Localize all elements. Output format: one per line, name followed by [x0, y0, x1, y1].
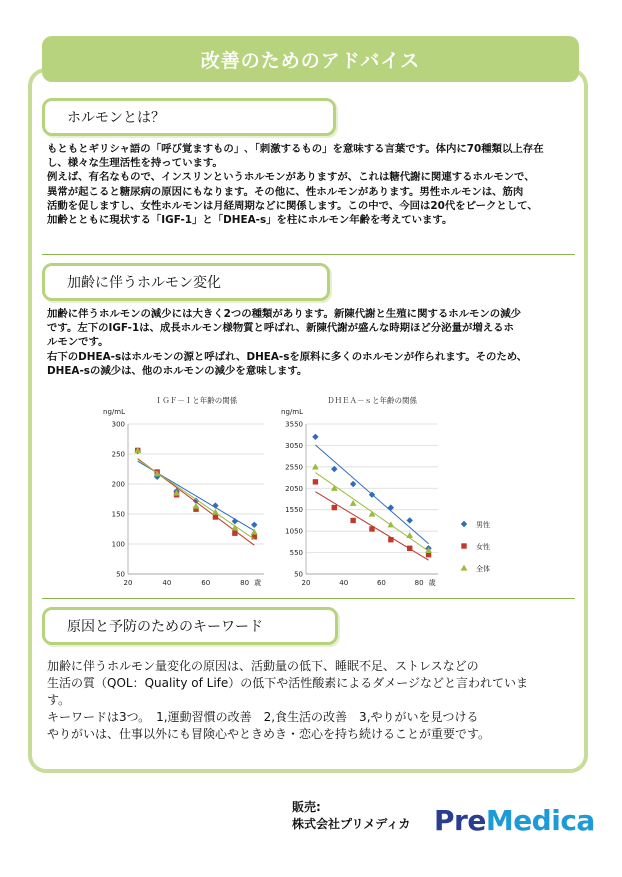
y-tick-label: 1050 [285, 527, 303, 536]
legend-marker-male [461, 521, 467, 527]
text-line: 活動を促しますし、女性ホルモンは月経周期などに関係します。この中で、今回は20代をピークとして、 [47, 199, 538, 212]
data-point-male [212, 502, 218, 508]
legend-label-female: 女性 [476, 543, 490, 551]
y-unit-label: ng/mL [103, 408, 125, 416]
y-tick-label: 1550 [285, 506, 303, 515]
text-line: です。左下のIGF-1は、成長ホルモン様物質と呼ばれ、新陳代謝が盛んな時期ほど分泌量が増えるホ [47, 322, 514, 335]
data-point-female [388, 537, 393, 542]
data-point-male [251, 522, 257, 528]
data-point-female [213, 514, 218, 519]
page-title: 改善のためのアドバイス [42, 36, 579, 82]
x-tick-label: 60 [376, 579, 386, 587]
y-tick-label: 300 [111, 420, 125, 429]
y-tick-label: 250 [111, 450, 125, 459]
seller-label: 販売: [292, 800, 321, 814]
section-heading-keywords: 原因と予防のためのキーワード [42, 607, 338, 645]
data-point-female [350, 518, 355, 523]
y-tick-label: 3550 [285, 420, 303, 429]
y-tick-label: 100 [111, 540, 125, 549]
text-line: す。 [47, 693, 71, 707]
x-tick-label: 20 [301, 579, 311, 587]
text-line: もともとギリシャ語の「呼び覚ますもの」､「刺激するもの」を意味する言葉です。体内に70種類以上存在 [47, 143, 544, 155]
section-heading-aging: 加齢に伴うホルモン変化 [42, 263, 330, 301]
data-point-female [407, 546, 412, 551]
x-tick-label: 20 [123, 579, 133, 587]
x-tick-label: 40 [162, 579, 172, 587]
dhea-age-chart [274, 394, 534, 592]
legend-label-male: 男性 [476, 521, 490, 529]
text-line: し、様々な生理活性を持っています。 [47, 157, 223, 170]
text-line: DHEA-sの減少は、他のホルモンの減少を意味します。 [47, 364, 308, 377]
section-body-hormone [47, 142, 580, 227]
y-tick-label: 50 [116, 570, 125, 579]
premedica-logo: PreMedica [434, 804, 595, 837]
data-point-female [369, 526, 374, 531]
data-point-female [332, 505, 337, 510]
data-point-all [387, 521, 394, 527]
seller-company: 株式会社プリメディカ [292, 817, 411, 831]
y-tick-label: 50 [294, 570, 303, 579]
text-line: 異常が起こると糖尿病の原因にもなります。その他に、性ホルモンがあります。男性ホルモンは、筋肉 [47, 185, 524, 198]
text-line: ルモンです。 [47, 336, 109, 349]
divider [42, 598, 575, 599]
data-point-all [406, 532, 413, 538]
section-body-aging [47, 307, 580, 378]
text-line: 例えば、有名なもので、インスリンというホルモンがありますが、これは糖代謝に関連するホルモンで、 [47, 171, 535, 184]
y-unit-label: ng/mL [281, 408, 303, 416]
data-point-female [232, 531, 237, 536]
text-line: 生活の質（QOL：Quality of Life）の低下や活性酸素によるダメージなどと言われていま [47, 676, 529, 690]
x-tick-label: 60 [201, 579, 211, 587]
x-unit-label: 歳 [254, 579, 262, 587]
legend-marker-female [461, 543, 466, 548]
x-tick-label: 80 [414, 579, 424, 587]
text-line: 加齢に伴うホルモンの減少には大きく2つの種類があります。新陳代謝と生殖に関するホルモンの減少 [47, 308, 521, 320]
data-point-all [212, 509, 219, 515]
legend-label-all: 全体 [476, 565, 490, 573]
x-tick-label: 80 [240, 579, 250, 587]
y-tick-label: 200 [111, 480, 125, 489]
text-line: やりがいは、仕事以外にも冒険心やときめき・恋心を持ち続けることが重要です。 [47, 727, 491, 741]
data-point-male [407, 517, 413, 523]
y-tick-label: 2550 [285, 463, 303, 472]
text-line: 加齢とともに現状する「IGF-1」と「DHEA-s」を柱にホルモン年齢を考えています。 [47, 214, 453, 227]
y-tick-label: 2050 [285, 484, 303, 493]
divider [42, 254, 575, 255]
legend-marker-all [461, 565, 468, 571]
igf1-age-chart [96, 394, 278, 592]
section-heading-hormone: ホルモンとは？ [42, 98, 336, 136]
section-body-keywords [47, 658, 580, 743]
y-tick-label: 550 [289, 549, 303, 558]
data-point-male [232, 518, 238, 524]
y-tick-label: 3050 [285, 441, 303, 450]
y-tick-label: 150 [111, 510, 125, 519]
data-point-male [312, 434, 318, 440]
x-tick-label: 40 [339, 579, 349, 587]
chart-title: ＤＨＥＡ－ｓと年齢の関係 [327, 396, 417, 405]
text-line: 加齢に伴うホルモン量変化の原因は、活動量の低下、睡眠不足、ストレスなどの [47, 659, 479, 673]
text-line: 右下のDHEA-sはホルモンの源と呼ばれ、DHEA-sを原料に多くのホルモンが作られます。そのため、 [47, 350, 528, 363]
data-point-male [350, 481, 356, 487]
data-point-female [313, 479, 318, 484]
data-point-all [312, 463, 319, 469]
chart-title: ＩＧＦ－Ｉと年齢の関係 [154, 396, 238, 405]
trend-line-all [138, 459, 255, 539]
x-unit-label: 歳 [428, 579, 436, 587]
text-line: キーワードは3つ。 1,運動習慣の改善 2,食生活の改善 3,やりがいを見つける [47, 710, 479, 724]
seller-info [292, 799, 410, 833]
